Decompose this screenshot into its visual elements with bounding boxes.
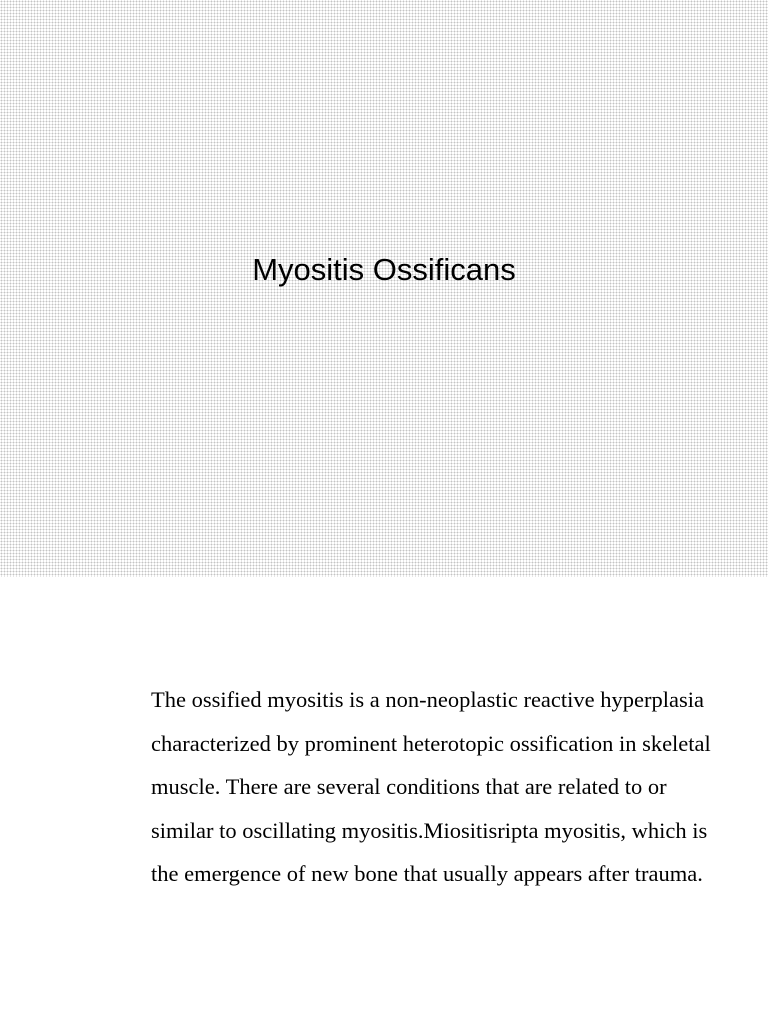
content-slide	[0, 577, 768, 1024]
body-line-5: the emergence of new bone that usually appears after trauma.	[151, 861, 703, 886]
body-paragraph	[151, 678, 768, 896]
body-line-3: muscle. There are several conditions that are related to or	[151, 774, 667, 799]
body-line-1: The ossified myositis is a non-neoplastic reactive hyperplasia	[151, 687, 704, 712]
slide-title: Myositis Ossificans	[252, 252, 516, 287]
body-line-4: similar to oscillating myositis.Miositisripta myositis, which is	[151, 817, 708, 843]
body-line-2: characterized by prominent heterotopic ossification in skeletal	[151, 730, 711, 756]
